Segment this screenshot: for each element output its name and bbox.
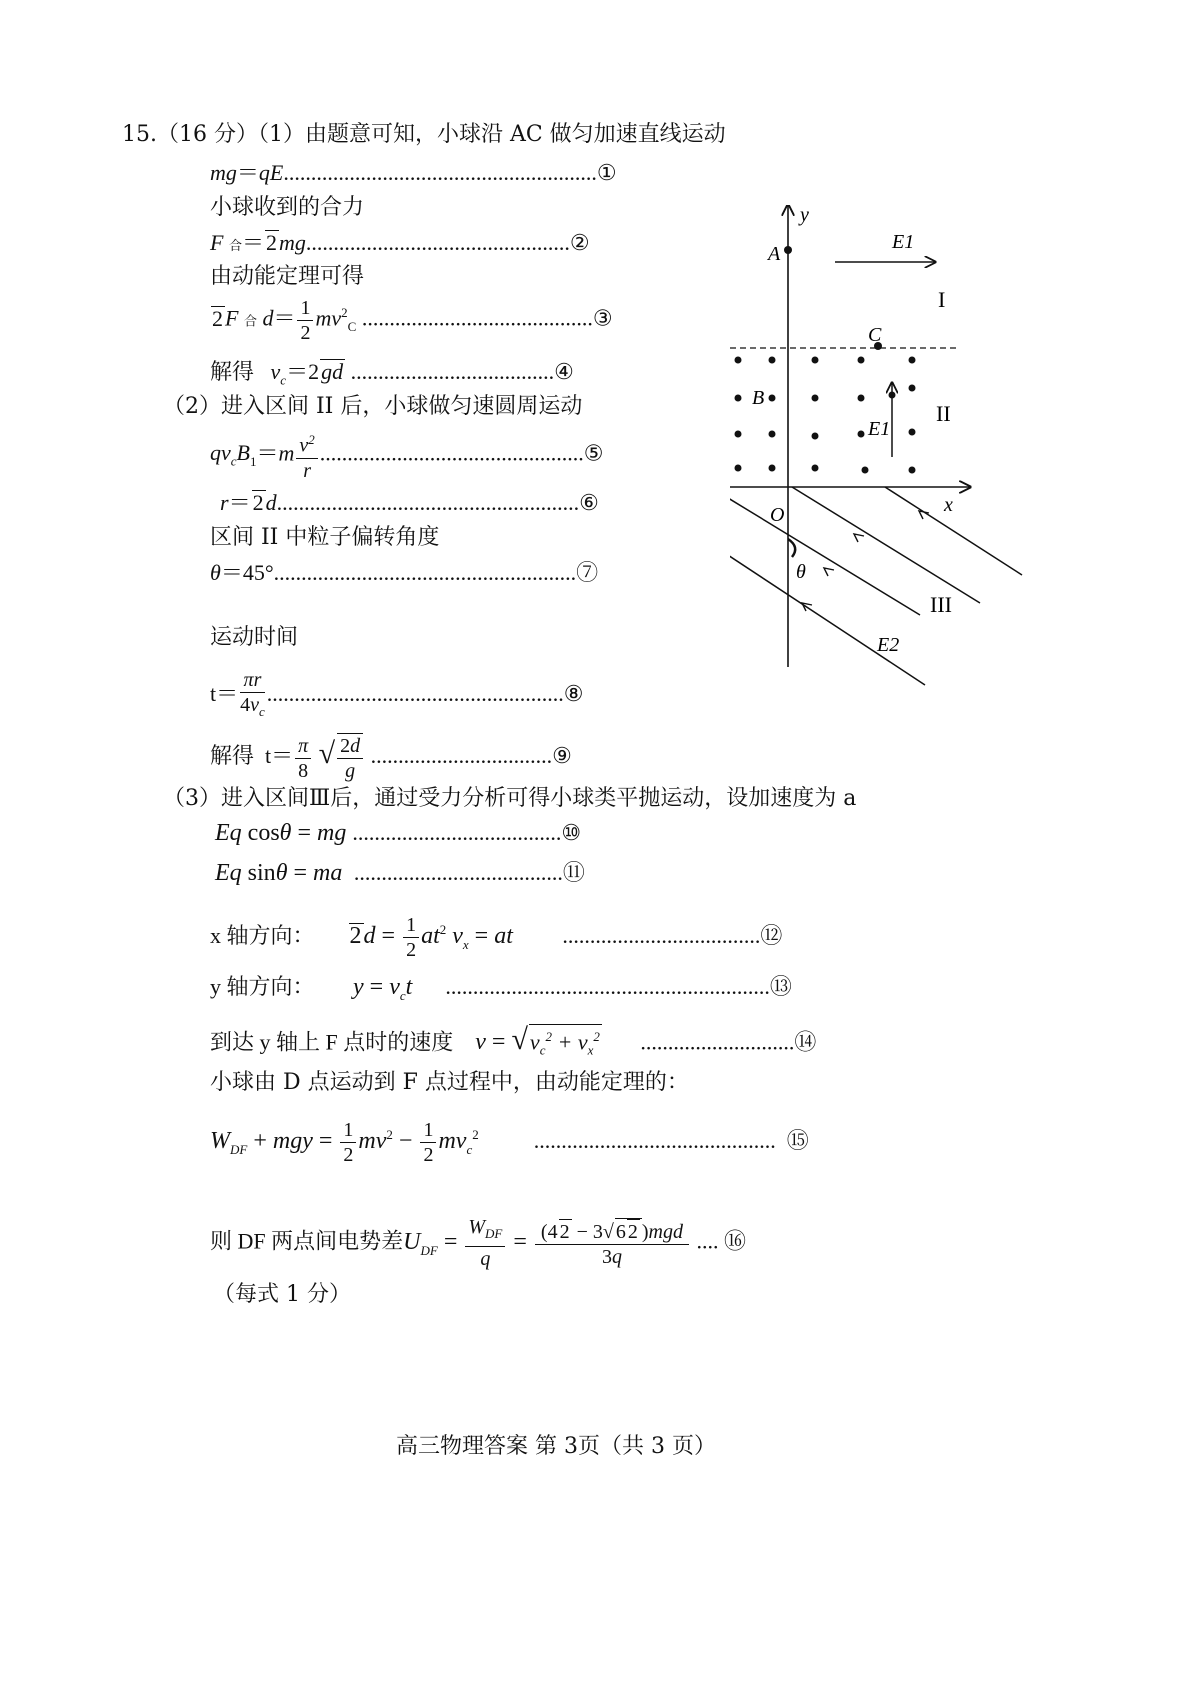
marker-5: ⑤ (583, 440, 604, 466)
text-d-to-f: 小球由 D 点运动到 F 点过程中，由动能定理的： (210, 1070, 689, 1095)
marker-15: ⑮ (786, 1128, 809, 1154)
equation-10: Eq cosθ = mg ......................................⑩ (215, 820, 582, 846)
equation-9: 解得 t＝ $\frac{\pi}{8}$ √ $\frac{2d}{g}$ .................................⑨ (210, 734, 572, 782)
equation-13: y 轴方向： $y = v_ct$ ...........................................................⑬ (210, 974, 792, 1003)
equation-2: F 合＝2mg................................................② (210, 230, 590, 255)
text-potential-diff: 则 DF 两点间电势差 (210, 1228, 404, 1254)
equation-5: $qv_cB_1=m$ $\frac{v^2}{r}$ ................................................⑤ (210, 428, 604, 483)
page-footer: 高三物理答案 第 3页（共 3 页） (396, 1434, 716, 1459)
equation-15: $W_{DF}$ + mgy = $\frac{1}{2}$ $mv^2$ − $\frac{1}{2}$ $mv_c^2$ ............................................ ⑮ (210, 1119, 809, 1166)
e2-label: E2 (877, 634, 900, 656)
region-2-label: II (936, 401, 951, 426)
region-field-diagram (730, 205, 1030, 705)
label-solve-2: 解得 (210, 743, 255, 769)
marker-12: ⑫ (760, 923, 783, 949)
text-deflection-angle: 区间 II 中粒子偏转角度 (210, 525, 440, 550)
part3-intro: （3）进入区间Ⅲ后，通过受力分析可得小球类平抛运动，设加速度为 a (163, 786, 857, 811)
label-solve-1: 解得 (210, 359, 255, 384)
theta-arc (788, 539, 795, 557)
equation-7: θ＝45°.......................................................⑦ (210, 560, 599, 585)
equation-6: r＝2d.......................................................⑥ (220, 490, 599, 515)
label-x-direction: x 轴方向： (210, 923, 315, 949)
equation-16: 则 DF 两点间电势差$U_{DF}$ = $\frac{W_{DF}}{q}$ = $\frac{\text{(4 2 − 3√ 6 2 )mgd}}{3q}$ .... ⑯ (210, 1216, 746, 1270)
point-b-label: B (752, 387, 765, 409)
region-1-label: I (938, 287, 946, 312)
part2-intro: （2）进入区间 II 后，小球做匀速圆周运动 (163, 394, 583, 419)
point-c-label: C (868, 324, 882, 346)
marker-14: ⑭ (794, 1029, 817, 1055)
marker-13: ⑬ (769, 974, 792, 999)
marker-4: ④ (554, 359, 574, 384)
equation-4: 解得 $v_c=2gd$ .....................................④ (210, 359, 574, 388)
marker-10: ⑩ (561, 820, 582, 845)
equation-11: Eq sinθ = ma ......................................⑪ (215, 860, 585, 886)
equation-1: mg＝qE.........................................................① (210, 160, 617, 185)
y-axis-label: y (800, 205, 809, 226)
text-net-force: 小球收到的合力 (210, 195, 365, 220)
question-header: 15.（16 分）（1）由题意可知，小球沿 AC 做匀加速直线运动 (122, 122, 726, 147)
equation-14: 到达 y 轴上 F 点时的速度 $v = √v_c^2 + v_x^2$ ............................⑭ (210, 1024, 816, 1063)
x-axis-label: x (944, 494, 953, 516)
equation-8: t＝ $\frac{\pi r}{4v_c}$ ......................................................⑧ (210, 669, 584, 719)
marker-6: ⑥ (579, 490, 599, 515)
equation-3: 2F 合 d＝ $\frac{1}{2}$ $mv^2_C$ ..........................................③ (212, 297, 613, 344)
theta-label: θ (796, 561, 806, 583)
marker-9: ⑨ (552, 743, 572, 769)
marker-1: ① (596, 160, 617, 185)
text-energy-theorem: 由动能定理可得 (210, 264, 365, 289)
scoring-note: （每式 1 分） (213, 1282, 351, 1307)
marker-7: ⑦ (576, 560, 599, 585)
marker-2: ② (569, 230, 590, 255)
equation-12: x 轴方向： 2d = $\frac{1}{2}$ $at^2$ $v_x$ = at ....................................⑫ (210, 914, 783, 961)
point-a-label: A (768, 243, 781, 265)
text-motion-time: 运动时间 (210, 625, 299, 650)
marker-8: ⑧ (563, 681, 584, 707)
e1-mid-label: E1 (868, 418, 891, 440)
region-3-label: III (930, 592, 952, 617)
marker-16: ⑯ (723, 1228, 746, 1254)
e1-top-label: E1 (892, 231, 915, 253)
label-y-direction: y 轴方向： (210, 974, 315, 999)
origin-label: O (770, 504, 785, 526)
marker-3: ③ (592, 305, 613, 331)
marker-11: ⑪ (562, 860, 585, 885)
magnetic-field-dots (735, 357, 916, 474)
text-arrive-f: 到达 y 轴上 F 点时的速度 (210, 1029, 454, 1055)
point-a (784, 246, 792, 254)
